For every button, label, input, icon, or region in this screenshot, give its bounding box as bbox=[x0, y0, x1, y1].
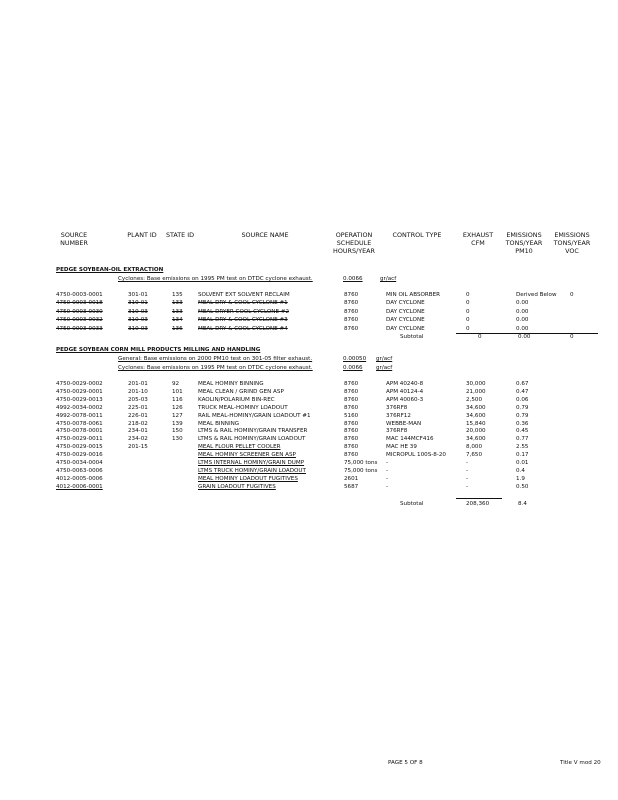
cell-num: 4750-0029-0011 bbox=[56, 436, 103, 443]
cell-pm: 0.00 bbox=[516, 308, 529, 315]
cell-name: MEAL DRY & COOL CYCLONE #1 bbox=[198, 300, 288, 307]
cell-hours: 75,000 tons bbox=[344, 467, 378, 474]
cell-hours: 8760 bbox=[344, 404, 359, 411]
page-number: PAGE 5 OF 8 bbox=[388, 760, 423, 766]
cell-control: DAY CYCLONE bbox=[386, 308, 425, 315]
cell-control: MIN OIL ABSORBER bbox=[386, 292, 441, 298]
header-control-type: CONTROL TYPE bbox=[392, 231, 442, 239]
cell-control: MAC 144MCF416 bbox=[386, 436, 434, 443]
cell-pm: 0.36 bbox=[516, 420, 529, 427]
cell-num: 4750-0029-0002 bbox=[56, 381, 103, 387]
cell-name: MEAL HOMINY SCREENER GEN ASP bbox=[198, 452, 296, 459]
cell-cfm: - bbox=[466, 460, 469, 466]
header-plant-id: PLANT ID bbox=[127, 231, 157, 239]
cell-control: APM 40060-3 bbox=[386, 396, 424, 403]
cell-num: 4750-0003-0030 bbox=[56, 308, 103, 315]
cell-hours: 5160 bbox=[344, 412, 359, 419]
cell-control: DAY CYCLONE bbox=[386, 317, 425, 324]
header-emissions-voc: EMISSIONS TONS/YEAR VOC bbox=[553, 231, 591, 255]
cell-plant: 201-01 bbox=[128, 381, 148, 387]
cell-cfm: 34,600 bbox=[466, 436, 486, 443]
cell-plant: 310-03 bbox=[128, 325, 148, 332]
cell-pm: 1.9 bbox=[516, 475, 525, 482]
cell-hours: 5687 bbox=[344, 483, 359, 490]
cell-num: 4750-0078-0001 bbox=[56, 428, 103, 435]
cell-hours: 8760 bbox=[344, 300, 359, 307]
cell-num: 4012-0006-0001 bbox=[56, 483, 103, 490]
cell-control: WEBBE-MAN bbox=[386, 420, 422, 427]
cell-pm: 0.06 bbox=[516, 396, 529, 403]
cell-name: LTMS & RAIL HOMINY/GRAIN LOADOUT bbox=[198, 436, 306, 443]
section1-title: PEDGE SOYBEAN-OIL EXTRACTION bbox=[56, 267, 164, 273]
cell-pm: 0.79 bbox=[516, 404, 529, 411]
cell-num: 4750-0034-0004 bbox=[56, 460, 103, 466]
cell-cfm: 0 bbox=[466, 317, 470, 324]
cell-plant: 234-02 bbox=[128, 436, 148, 443]
cell-hours: 75,000 tons bbox=[344, 460, 378, 466]
cell-name: RAIL MEAL-HOMINY/GRAIN LOADOUT #1 bbox=[198, 412, 311, 419]
cell-cfm: 15,840 bbox=[466, 420, 486, 427]
cell-state: 134 bbox=[172, 317, 183, 324]
cell-control: 376RF8 bbox=[386, 404, 408, 411]
header-emissions-pm10: EMISSIONS TONS/YEAR PM10 bbox=[505, 231, 543, 255]
cell-plant: 226-01 bbox=[128, 412, 148, 419]
cell-control: APM 40240-8 bbox=[386, 381, 424, 387]
section1-subtotal-label: Subtotal bbox=[400, 334, 424, 340]
cell-state: 116 bbox=[172, 396, 183, 403]
cell-num: 4750-0003-0033 bbox=[56, 325, 103, 332]
cell-hours: 2601 bbox=[344, 475, 359, 482]
cell-name: LTMS & RAIL HOMINY/GRAIN TRANSFER bbox=[198, 428, 308, 435]
document-title: Title V mod 20 bbox=[560, 760, 601, 766]
cell-num: 4992-0078-0011 bbox=[56, 412, 103, 419]
cell-state: 136 bbox=[172, 325, 183, 332]
cell-cfm: 7,650 bbox=[466, 452, 483, 459]
cell-control: MICROPUL 100S-8-20 bbox=[386, 452, 446, 459]
cell-name: MEAL CLEAN / GRIND GEN ASP bbox=[198, 388, 284, 395]
cell-state: 150 bbox=[172, 428, 183, 435]
section1-note: Cyclones: Base emissions on 1995 PM test on DTDC cyclone exhaust. bbox=[118, 276, 313, 282]
cell-state: 133 bbox=[172, 300, 183, 307]
cell-hours: 8760 bbox=[344, 396, 359, 403]
cell-name: MEAL HOMINY BINNING bbox=[198, 381, 264, 387]
cell-plant: 218-02 bbox=[128, 420, 148, 427]
cell-hours: 8760 bbox=[344, 388, 359, 395]
cell-name: MEAL DRYER COOL CYCLONE #2 bbox=[198, 308, 290, 315]
cell-pm: 0.67 bbox=[516, 381, 529, 387]
cell-hours: 8760 bbox=[344, 308, 359, 315]
section1-subtotal-voc: 0 bbox=[570, 334, 574, 340]
cell-pm: 0.77 bbox=[516, 436, 529, 443]
cell-num: 4750-0003-0018 bbox=[56, 300, 103, 307]
cell-state: 135 bbox=[172, 292, 183, 298]
cell-hours: 8760 bbox=[344, 436, 359, 443]
cell-hours: 8760 bbox=[344, 428, 359, 435]
cell-control: APM 40124-4 bbox=[386, 388, 424, 395]
section1-subtotal-cfm: 0 bbox=[478, 334, 482, 340]
cell-name: MEAL DRY & COOL CYCLONE #4 bbox=[198, 325, 288, 332]
cell-cfm: 21,000 bbox=[466, 388, 486, 395]
header-exhaust-cfm: EXHAUST CFM bbox=[462, 231, 494, 247]
cell-pm: 0.01 bbox=[516, 460, 529, 466]
cell-pm: 0.79 bbox=[516, 412, 529, 419]
cell-pm: 0.00 bbox=[516, 325, 529, 332]
cell-name: GRAIN LOADOUT FUGITIVES bbox=[198, 483, 276, 490]
cell-hours: 8760 bbox=[344, 325, 359, 332]
cell-state: 139 bbox=[172, 420, 183, 427]
cell-pm: 0.47 bbox=[516, 388, 529, 395]
cell-pm: 0.00 bbox=[516, 317, 529, 324]
cell-num: 4750-0029-0016 bbox=[56, 452, 103, 459]
section2-note-cyclones-value: 0.0066 bbox=[343, 365, 363, 371]
cell-cfm: 20,000 bbox=[466, 428, 486, 435]
cell-plant: 310-03 bbox=[128, 308, 148, 315]
cell-num: 4750-0063-0006 bbox=[56, 467, 103, 474]
cell-pm: 2.55 bbox=[516, 444, 529, 451]
cell-plant: 205-03 bbox=[128, 396, 148, 403]
cell-plant: 310-03 bbox=[128, 317, 148, 324]
cell-name: SOLVENT EXT SOLVENT RECLAIM bbox=[198, 292, 290, 298]
cell-state: 127 bbox=[172, 412, 183, 419]
cell-hours: 8760 bbox=[344, 317, 359, 324]
header-source-number: SOURCE NUMBER bbox=[60, 231, 88, 247]
cell-cfm: - bbox=[466, 467, 469, 474]
cell-control: - bbox=[386, 483, 389, 490]
cell-control: DAY CYCLONE bbox=[386, 325, 425, 332]
cell-control: DAY CYCLONE bbox=[386, 300, 425, 307]
cell-cfm: - bbox=[466, 483, 469, 490]
cell-cfm: - bbox=[466, 475, 469, 482]
cell-control: 376RF8 bbox=[386, 428, 408, 435]
cell-num: 4992-0034-0002 bbox=[56, 404, 103, 411]
cell-plant: 201-15 bbox=[128, 444, 148, 451]
cell-state: 101 bbox=[172, 388, 183, 395]
cell-name: MEAL FLOUR PELLET COOLER bbox=[198, 444, 281, 451]
cell-cfm: 0 bbox=[466, 325, 470, 332]
cell-control: MAC HE 39 bbox=[386, 444, 417, 451]
cell-pm: 0.50 bbox=[516, 483, 529, 490]
section2-note-cyclones: Cyclones: Base emissions on 1995 PM test on DTDC cyclone exhaust. bbox=[118, 365, 313, 371]
section2-note-cyclones-unit: gr/acf bbox=[376, 365, 393, 371]
cell-pm: 0.4 bbox=[516, 467, 525, 474]
cell-num: 4750-0003-0001 bbox=[56, 292, 103, 298]
section2-note-general: General: Base emissions on 2000 PM10 test on 301-05 filter exhaust. bbox=[118, 356, 313, 362]
section1-note-unit: gr/acf bbox=[380, 276, 397, 282]
cell-cfm: 34,600 bbox=[466, 404, 486, 411]
cell-hours: 8760 bbox=[344, 381, 359, 387]
header-operation-schedule: OPERATION SCHEDULE HOURS/YEAR bbox=[333, 231, 375, 255]
cell-plant: 201-10 bbox=[128, 388, 148, 395]
cell-cfm: 0 bbox=[466, 300, 470, 307]
section2-subtotal-pm10: 8.4 bbox=[518, 501, 527, 507]
cell-num: 4750-0029-0001 bbox=[56, 388, 103, 395]
section2-subtotal-label: Subtotal bbox=[400, 501, 424, 507]
section2-note-general-unit: gr/acf bbox=[376, 356, 393, 362]
cell-pm: 0.45 bbox=[516, 428, 529, 435]
cell-cfm: 0 bbox=[466, 308, 470, 315]
cell-num: 4750-0003-0032 bbox=[56, 317, 103, 324]
cell-cfm: 34,600 bbox=[466, 412, 486, 419]
section2-title: PEDGE SOYBEAN CORN MILL PRODUCTS MILLING AND HANDLING bbox=[56, 347, 261, 353]
section1-subtotal-pm10: 0.00 bbox=[518, 334, 531, 340]
cell-state: 92 bbox=[172, 381, 180, 387]
cell-pm: 0.00 bbox=[516, 300, 529, 307]
cell-num: 4750-0078-0061 bbox=[56, 420, 103, 427]
cell-name: KAOLIN/POLARIUM BIN-REC bbox=[198, 396, 275, 403]
cell-cfm: 0 bbox=[466, 292, 470, 298]
cell-plant: 225-01 bbox=[128, 404, 148, 411]
cell-control: 376RF12 bbox=[386, 412, 411, 419]
cell-name: LTMS TRUCK HOMINY/GRAIN LOADOUT bbox=[198, 467, 306, 474]
section2-note-general-value: 0.00050 bbox=[343, 356, 367, 362]
cell-plant: 301-01 bbox=[128, 292, 148, 298]
cell-control: - bbox=[386, 467, 389, 474]
cell-plant: 234-01 bbox=[128, 428, 148, 435]
cell-control: - bbox=[386, 475, 389, 482]
cell-pm: 0.17 bbox=[516, 452, 529, 459]
cell-name: TRUCK MEAL-HOMINY LOADOUT bbox=[198, 404, 288, 411]
section2-subtotal-rule bbox=[456, 498, 502, 499]
cell-name: MEAL DRY & COOL CYCLONE #3 bbox=[198, 317, 288, 324]
cell-plant: 310-01 bbox=[128, 300, 148, 307]
cell-name: MEAL HOMINY LOADOUT FUGITIVES bbox=[198, 475, 298, 482]
cell-num: 4750-0029-0013 bbox=[56, 396, 103, 403]
header-source-name: SOURCE NAME bbox=[241, 231, 289, 239]
cell-voc: 0 bbox=[570, 292, 574, 298]
header-state-id: STATE ID bbox=[165, 231, 195, 239]
cell-num: 4750-0029-0015 bbox=[56, 444, 103, 451]
section2-subtotal-cfm: 208,360 bbox=[466, 501, 490, 507]
cell-num: 4012-0005-0006 bbox=[56, 475, 103, 482]
cell-cfm: 30,000 bbox=[466, 381, 486, 387]
cell-hours: 8760 bbox=[344, 420, 359, 427]
section1-note-value: 0.0066 bbox=[343, 276, 363, 282]
cell-state: 130 bbox=[172, 436, 183, 443]
cell-state: 133 bbox=[172, 308, 183, 315]
cell-state: 126 bbox=[172, 404, 183, 411]
cell-name: LTMS INTERNAL HOMINY/GRAIN DUMP bbox=[198, 460, 305, 466]
cell-pm: Derived Below bbox=[516, 292, 557, 298]
cell-cfm: 8,000 bbox=[466, 444, 483, 451]
cell-hours: 8760 bbox=[344, 444, 359, 451]
cell-cfm: 2,500 bbox=[466, 396, 483, 403]
cell-hours: 8760 bbox=[344, 292, 359, 298]
cell-hours: 8760 bbox=[344, 452, 359, 459]
cell-control: - bbox=[386, 460, 389, 466]
cell-name: MEAL BINNING bbox=[198, 420, 240, 427]
